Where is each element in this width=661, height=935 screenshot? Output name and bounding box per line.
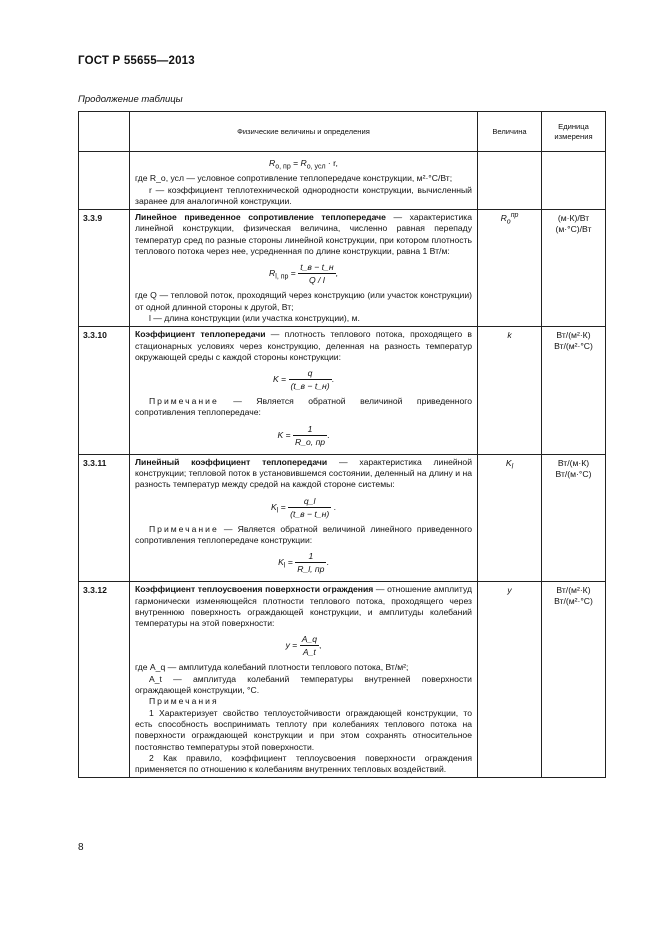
formula-r-o-pr: $R_{o, пр} = R_{o, усл} \cdot r$, xyxy=(269,158,338,171)
table-row xyxy=(79,210,606,327)
where-text: l — длина конструкции (или участка конструкции), м. xyxy=(149,312,360,323)
table-row xyxy=(79,454,606,581)
quantity-symbol: $R_o^{пр}$ xyxy=(478,210,542,327)
table-row-continuation xyxy=(79,152,606,210)
formula: $R_{l, пр}$ = $\frac{t\_в - t\_н}{Q / l}$ , xyxy=(269,262,338,286)
quantity-symbol: $K_l$ xyxy=(478,454,542,581)
note-text: 2 Как правило, коэффициент теплоусвоения поверхности ограждения применяется по отношению к колебаниям внутренних тепловых воздействий. xyxy=(135,752,472,775)
definition-text: Линейный коэффициент теплопередачи — характеристика линейной конструкции; тепловой поток в установившемся состоянии, деленный на длину и на разность температур между средой на каждой стороне системы: xyxy=(135,456,473,490)
unit-cell: Вт/(м²·К) Вт/(м²·°С) xyxy=(542,327,606,454)
where-text: где A_q — амплитуда колебаний плотности теплового потока, Вт/м²; xyxy=(135,662,409,673)
quantity-symbol: k xyxy=(478,327,542,454)
table-row xyxy=(79,582,606,778)
unit-cell: (м·К)/Вт (м·°С)/Вт xyxy=(542,210,606,327)
unit-cell: Вт/(м²·К) Вт/(м²·°С) xyxy=(542,582,606,778)
note-text: 1 Характеризует свойство теплоустойчивости ограждающей конструкции, то есть способность воспринимать теплоту при колебаниях теплового потока на поверхности ограждающей конструкции и при этом сохранять относительное постоянство температуры этой поверхности. xyxy=(135,707,472,752)
formula: $K_l$ = $\frac{q\_l}{(t\_в - t\_н)}$ . xyxy=(271,495,336,519)
formula: $K_l$ = $\frac{1}{R\_l, пр}$ . xyxy=(278,551,329,575)
note-text: Примечание — Является обратной величиной линейного приведенного сопротивления теплопередаче конструкции: xyxy=(135,523,472,545)
table-header-row xyxy=(79,112,606,152)
col-quantity-header: Величина xyxy=(478,112,542,152)
document-code: ГОСТ Р 55655—2013 xyxy=(78,55,195,67)
row-definition xyxy=(130,210,478,327)
definition-text: Линейное приведенное сопротивление теплопередаче — характеристика линейной конструкции, физическая величина, численно равная перепаду температур сред по разные стороны линейной конструкции, при котором плотность теплового потока через нее, усредненная по длине конструкции, равна 1 Вт/м: xyxy=(135,212,472,257)
definition-text: Коэффициент теплопередачи — плотность теплового потока, проходящего в стационарных условиях через конструкцию, деленная на разность температур окружающей среды с каждой стороны конструкции: xyxy=(135,329,472,362)
row-number-empty xyxy=(79,152,130,210)
table-row xyxy=(79,327,606,454)
where-text: r — коэффициент теплотехнической однородности конструкции, вычисленный заранее для аналогичной конструкции. xyxy=(135,184,472,206)
definitions-table xyxy=(78,111,606,778)
where-text: A_t — амплитуда колебаний температуры внутренней поверхности ограждающей конструкции, °С. xyxy=(135,673,472,696)
col-unit-header: Единица измерения xyxy=(542,112,606,152)
row-number: 3.3.10 xyxy=(79,327,130,454)
row-definition xyxy=(130,582,478,778)
row-number: 3.3.9 xyxy=(79,210,130,327)
row-number: 3.3.11 xyxy=(79,454,130,581)
col-number-header xyxy=(79,112,130,152)
term: Линейное приведенное сопротивление теплопередаче xyxy=(135,212,386,223)
term: Коэффициент теплоусвоения поверхности ограждения xyxy=(135,584,374,595)
page-number: 8 xyxy=(78,842,84,853)
formula: K = $\frac{1}{R\_o, пр}$ . xyxy=(277,423,330,447)
where-text: где R_o, усл — условное сопротивление теплопередаче конструкции, м²·°С/Вт; xyxy=(135,173,453,184)
term: Коэффициент теплопередачи xyxy=(135,329,266,340)
formula: K = $\frac{q}{(t\_в - t\_н)}$ . xyxy=(273,368,334,392)
unit-cell: Вт/(м·К) Вт/(м·°С) xyxy=(542,454,606,581)
col-definitions-header: Физические величины и определения xyxy=(130,112,478,152)
where-text: где Q — тепловой поток, проходящий через конструкцию (или участок конструкции) от одной длинной стороны к другой, Вт; xyxy=(135,290,472,312)
row-definition xyxy=(130,327,478,454)
definition-text: Коэффициент теплоусвоения поверхности ограждения — отношение амплитуд гармонически изменяющейся плотности теплового потока, проходящего через внутреннюю поверхность ограждающей конструкции, и амплитуды колебаний температуры на этой поверхности: xyxy=(135,584,472,629)
term: Линейный коэффициент теплопередачи xyxy=(135,456,328,467)
row-definition xyxy=(130,454,478,581)
table-continuation-caption: Продолжение таблицы xyxy=(78,94,183,105)
note-text: Примечание — Является обратной величиной приведенного сопротивления теплопередаче: xyxy=(135,396,472,418)
continuation-definition xyxy=(130,152,478,210)
formula: y = $\frac{A\_q}{A\_t}$ , xyxy=(285,634,322,658)
notes-heading: Примечания xyxy=(149,696,219,707)
row-number: 3.3.12 xyxy=(79,582,130,778)
quantity-symbol: y xyxy=(478,582,542,778)
